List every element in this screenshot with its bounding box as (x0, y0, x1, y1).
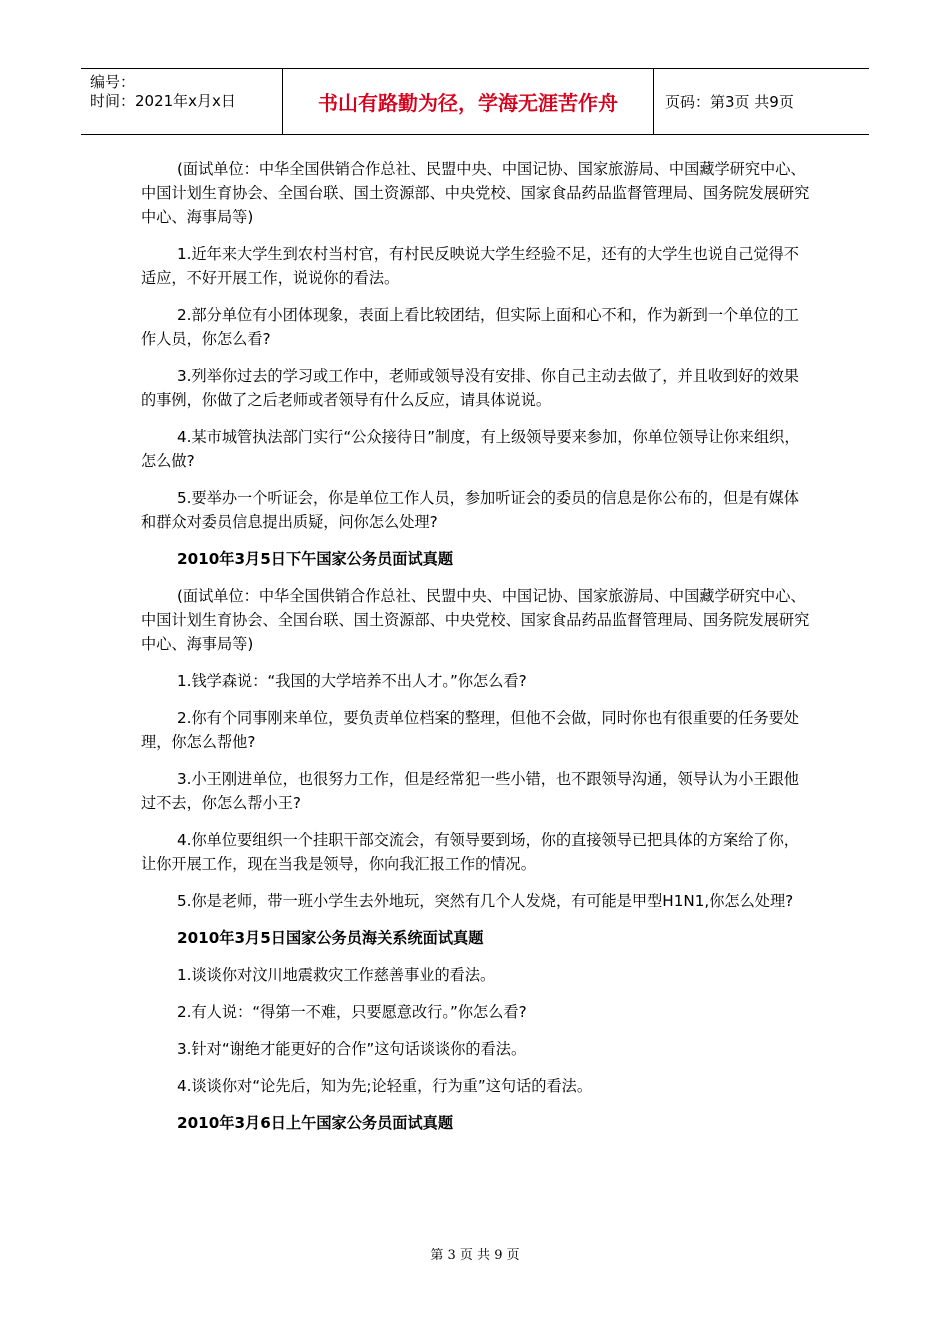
paragraph: 3.针对“谢绝才能更好的合作”这句话谈谈你的看法。 (177, 1040, 527, 1058)
header-meta (81, 69, 282, 134)
paragraph: 5.你是老师，带一班小学生去外地玩，突然有几个人发烧，有可能是甲型H1N1,你怎么处理? (177, 892, 794, 910)
page-header (81, 68, 869, 135)
paragraph: 2.部分单位有小团体现象，表面上看比较团结，但实际上面和心不和，作为新到一个单位的工作人员，你怎么看? (141, 306, 799, 348)
section-heading: 2010年3月5日下午国家公务员面试真题 (177, 550, 454, 568)
paragraph: (面试单位：中华全国供销合作总社、民盟中央、中国记协、国家旅游局、中国藏学研究中心、中国计划生育协会、全国台联、国土资源部、中央党校、国家食品药品监督管理局、国务院发展研究中心、海事局等) (141, 587, 810, 653)
section-heading: 2010年3月5日国家公务员海关系统面试真题 (177, 929, 484, 947)
document-body (141, 157, 813, 1148)
paragraph: 1.钱学森说：“我国的大学培养不出人才。”你怎么看? (177, 672, 527, 690)
paragraph: 1.近年来大学生到农村当村官，有村民反映说大学生经验不足，还有的大学生也说自己觉得不适应，不好开展工作，说说你的看法。 (141, 245, 799, 287)
paragraph: 4.你单位要组织一个挂职干部交流会，有领导要到场，你的直接领导已把具体的方案给了你，让你开展工作，现在当我是领导，你向我汇报工作的情况。 (141, 831, 799, 873)
paragraph: 3.小王刚进单位，也很努力工作，但是经常犯一些小错，也不跟领导沟通，领导认为小王跟他过不去，你怎么帮小王? (141, 770, 799, 812)
paragraph: 3.列举你过去的学习或工作中，老师或领导没有安排、你自己主动去做了，并且收到好的效果的事例，你做了之后老师或者领导有什么反应，请具体说说。 (141, 367, 799, 409)
page-footer: 第 3 页 共 9 页 (430, 1248, 520, 1263)
header-motto: 书山有路勤为径，学海无涯苦作舟 (282, 69, 654, 134)
paragraph: 4.谈谈你对“论先后，知为先;论轻重，行为重”这句话的看法。 (177, 1077, 593, 1095)
section-heading: 2010年3月6日上午国家公务员面试真题 (177, 1114, 454, 1132)
paragraph: 2.有人说：“得第一不难，只要愿意改行。”你怎么看? (177, 1003, 527, 1021)
paragraph: 2.你有个同事刚来单位，要负责单位档案的整理，但他不会做，同时你也有很重要的任务要处理，你怎么帮他? (141, 709, 799, 751)
code-label: 编号： (90, 73, 136, 91)
paragraph: (面试单位：中华全国供销合作总社、民盟中央、中国记协、国家旅游局、中国藏学研究中心、中国计划生育协会、全国台联、国土资源部、中央党校、国家食品药品监督管理局、国务院发展研究中心、海事局等) (141, 160, 810, 226)
time-label: 时间：2021年x月x日 (90, 92, 236, 110)
paragraph: 4.某市城管执法部门实行“公众接待日”制度，有上级领导要来参加，你单位领导让你来组织，怎么做? (141, 428, 800, 470)
header-page-info: 页码：第3页 共9页 (665, 93, 794, 111)
paragraph: 5.要举办一个听证会，你是单位工作人员，参加听证会的委员的信息是你公布的，但是有媒体和群众对委员信息提出质疑，问你怎么处理? (141, 489, 799, 531)
paragraph: 1.谈谈你对汶川地震救灾工作慈善事业的看法。 (177, 966, 496, 984)
